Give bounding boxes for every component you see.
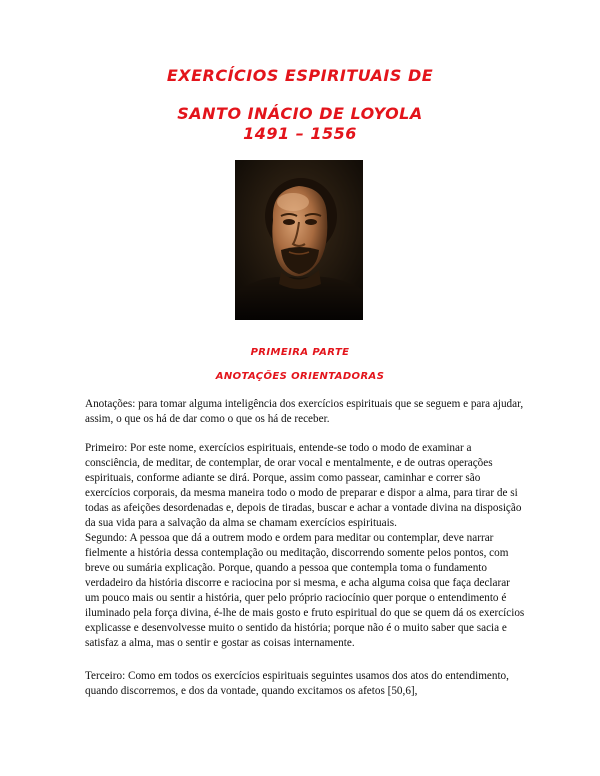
title-line-2: SANTO INÁCIO DE LOYOLA — [177, 104, 423, 123]
title-line-3-years: 1491 – 1556 — [243, 124, 357, 143]
paragraph-segundo: Segundo: A pessoa que dá a outrem modo e ordem para meditar ou contemplar, deve narrar fielmente a história dessa contemplação ou meditação, discorrendo somente pelos pontos, com breve ou sumária explicação. Porque, quando a pessoa que contempla toma o fundamento verdadeiro da história discorre e raciocina por si mesma, e acha alguma coisa que faça declarar um pouco mais ou sentir a história, quer pelo próprio raciocínio quer porque o entendimento é iluminado pela força divina, é-lhe de mais gosto e fruto espiritual do que se quem dá os exercícios explicasse e desenvolvesse muito o sentido da história; porque não é o muito saber que sacia e satisfaz a alma, mas o sentir e gostar as coisas internamente. — [85, 532, 525, 649]
saint-portrait-image — [235, 160, 363, 320]
section-annotations-heading: ANOTAÇÕES ORIENTADORAS — [215, 371, 385, 382]
title-line-1: EXERCÍCIOS ESPIRITUAIS DE — [166, 66, 434, 85]
section-part-heading: PRIMEIRA PARTE — [250, 347, 350, 358]
paragraph-anotacoes: Anotações: para tomar alguma inteligência dos exercícios espirituais que se seguem e para ajudar, assim, o que os há de dar como o que os há de receber. — [85, 398, 524, 425]
paragraph-primeiro: Primeiro: Por este nome, exercícios espirituais, entende-se todo o modo de examinar a consciência, de meditar, de contemplar, de orar vocal e mentalmente, e de outras operações espirituais, conforme adiante se dirá. Porque, assim como passear, caminhar e correr são exercícios corporais, da mesma maneira todo o modo de preparar e dispor a alma, para tirar de si todas as afeições desordenadas e, depois de tiradas, buscar e achar a vontade divina na disposição da sua vida para a salvação da alma se chamam exercícios espirituais. — [85, 442, 522, 529]
paragraph-terceiro: Terceiro: Como em todos os exercícios espirituais seguintes usamos dos atos do entendimento, quando discorremos, e dos da vontade, quando excitamos os afetos [50,6], — [85, 670, 509, 697]
